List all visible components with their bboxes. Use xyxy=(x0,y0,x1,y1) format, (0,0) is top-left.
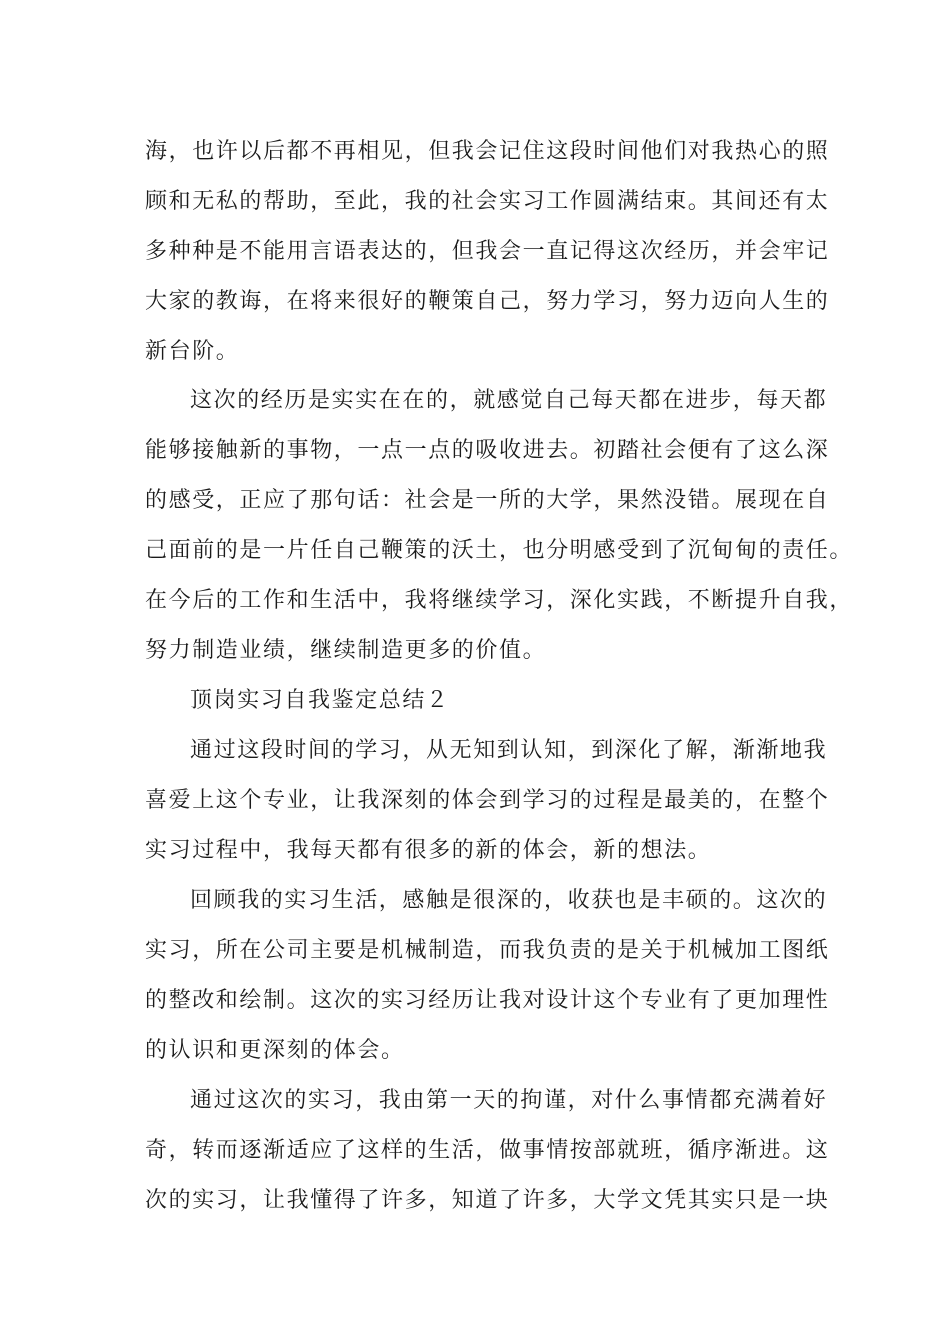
text-line: 通过这段时间的学习，从无知到认知，到深化了解，渐渐地我 xyxy=(190,738,828,763)
text-line: 喜爱上这个专业，让我深刻的体会到学习的过程是最美的，在整个 xyxy=(145,788,830,813)
text-line: 努力制造业绩，继续制造更多的价值。 xyxy=(145,638,547,663)
text-line: 次的实习，让我懂得了许多，知道了许多，大学文凭其实只是一块 xyxy=(145,1188,830,1213)
text-line: 通过这次的实习，我由第一天的拘谨，对什么事情都充满着好 xyxy=(190,1088,828,1113)
text-line: 新台阶。 xyxy=(145,339,240,364)
text-line: 实习过程中，我每天都有很多的新的体会，新的想法。 xyxy=(145,838,712,863)
text-line: 回顾我的实习生活，感触是很深的，收获也是丰硕的。这次的 xyxy=(190,888,828,913)
text-line: 这次的经历是实实在在的，就感觉自己每天都在进步，每天都 xyxy=(190,388,828,413)
text-line: 在今后的工作和生活中，我将继续学习，深化实践，不断提升自我， xyxy=(145,588,854,613)
text-line: 的认识和更深刻的体会。 xyxy=(145,1038,405,1063)
text-line: 能够接触新的事物，一点一点的吸收进去。初踏社会便有了这么深 xyxy=(145,438,830,463)
text-line: 己面前的是一片任自己鞭策的沃土，也分明感受到了沉甸甸的责任。 xyxy=(145,538,854,563)
text-line: 多种种是不能用言语表达的，但我会一直记得这次经历，并会牢记 xyxy=(145,239,830,264)
text-line: 的感受，正应了那句话：社会是一所的大学，果然没错。展现在自 xyxy=(145,488,830,513)
text-line: 顾和无私的帮助，至此，我的社会实习工作圆满结束。其间还有太 xyxy=(145,189,830,214)
text-line: 的整改和绘制。这次的实习经历让我对设计这个专业有了更加理性 xyxy=(145,988,830,1013)
text-line: 奇，转而逐渐适应了这样的生活，做事情按部就班，循序渐进。这 xyxy=(145,1138,830,1163)
text-line: 海，也许以后都不再相见，但我会记住这段时间他们对我热心的照 xyxy=(145,139,830,164)
text-line: 大家的教诲，在将来很好的鞭策自己，努力学习，努力迈向人生的 xyxy=(145,289,830,314)
section-heading: 顶岗实习自我鉴定总结２ xyxy=(190,688,450,713)
text-line: 实习，所在公司主要是机械制造，而我负责的是关于机械加工图纸 xyxy=(145,938,830,963)
